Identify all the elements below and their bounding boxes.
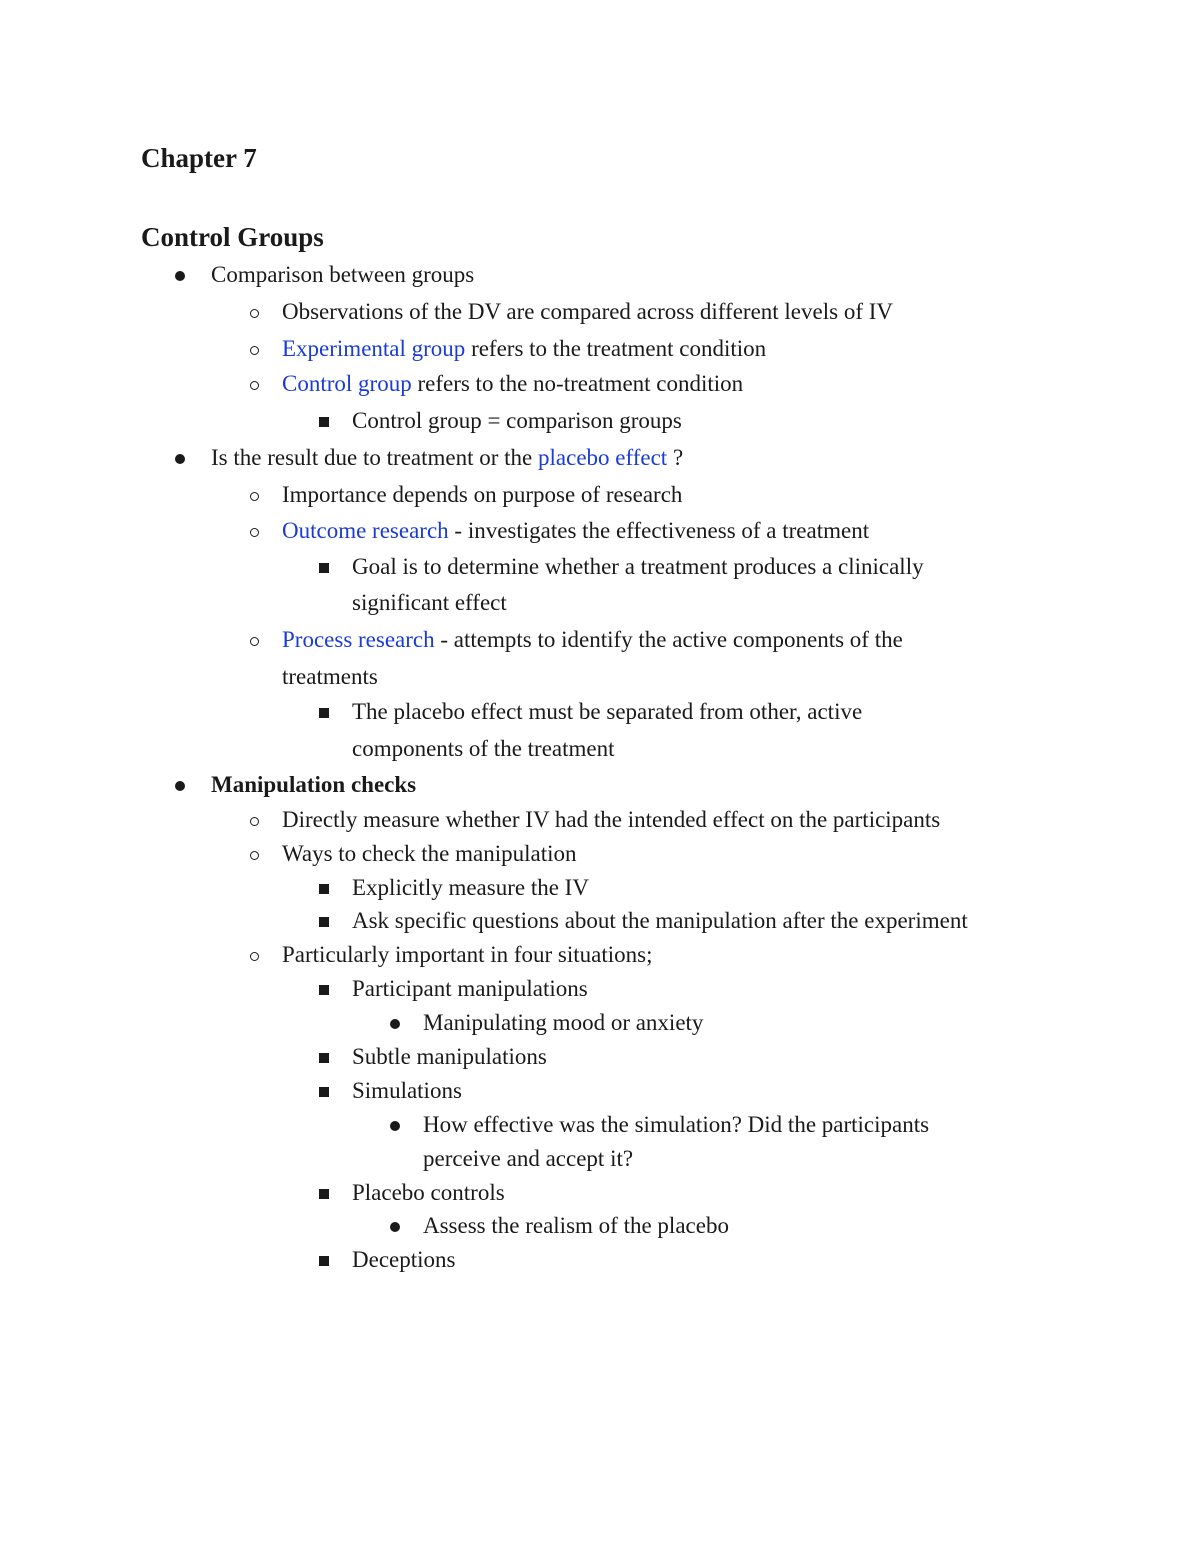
list-item-text: refers to the treatment condition	[465, 336, 767, 361]
list-item: The placebo effect must be separated from other, active	[352, 699, 863, 724]
list-item: Simulations	[352, 1078, 462, 1103]
list-item-text: - attempts to identify the active components of the	[434, 627, 903, 652]
list-item: Control group = comparison groups	[352, 408, 682, 433]
list-item: Manipulating mood or anxiety	[423, 1010, 704, 1035]
list-item-text: Is the result due to treatment or the	[211, 445, 539, 470]
list-item: Observations of the DV are compared across different levels of IV	[282, 299, 893, 324]
list-item: Ask specific questions about the manipulation after the experiment	[352, 908, 968, 933]
list-item-continuation: significant effect	[352, 590, 507, 615]
list-item: Explicitly measure the IV	[352, 875, 589, 900]
list-item-continuation: components of the treatment	[352, 736, 615, 761]
list-item-continuation: perceive and accept it?	[423, 1146, 634, 1171]
section-title: Control Groups	[141, 222, 324, 252]
list-item-text: ?	[667, 445, 684, 470]
list-item-heading: Manipulation checks	[211, 772, 417, 797]
list-item: Goal is to determine whether a treatment produces a clinically	[352, 554, 924, 579]
list-item: Ways to check the manipulation	[282, 841, 577, 866]
term-placebo-effect: placebo effect	[538, 445, 668, 470]
list-item	[211, 443, 683, 473]
list-item	[282, 369, 743, 399]
list-item: Participant manipulations	[352, 976, 588, 1001]
list-item	[282, 625, 903, 655]
list-item	[282, 516, 869, 546]
list-item: Comparison between groups	[211, 262, 475, 287]
list-item: Subtle manipulations	[352, 1044, 547, 1069]
list-item: Directly measure whether IV had the intended effect on the participants	[282, 807, 941, 832]
term-process-research: Process research	[282, 627, 435, 652]
list-item: How effective was the simulation? Did the participants	[423, 1112, 930, 1137]
list-item: Particularly important in four situations;	[282, 942, 653, 967]
list-item: Deceptions	[352, 1247, 456, 1272]
term-control-group: Control group	[282, 371, 412, 396]
list-item-continuation: treatments	[282, 664, 378, 689]
list-item: Placebo controls	[352, 1180, 505, 1205]
term-experimental-group: Experimental group	[282, 336, 466, 361]
list-item: Importance depends on purpose of research	[282, 482, 683, 507]
list-item-text: - investigates the effectiveness of a treatment	[448, 518, 870, 543]
list-item: Assess the realism of the placebo	[423, 1213, 729, 1238]
term-outcome-research: Outcome research	[282, 518, 449, 543]
chapter-title: Chapter 7	[141, 143, 257, 173]
list-item	[282, 334, 766, 364]
list-item-text: refers to the no-treatment condition	[411, 371, 744, 396]
